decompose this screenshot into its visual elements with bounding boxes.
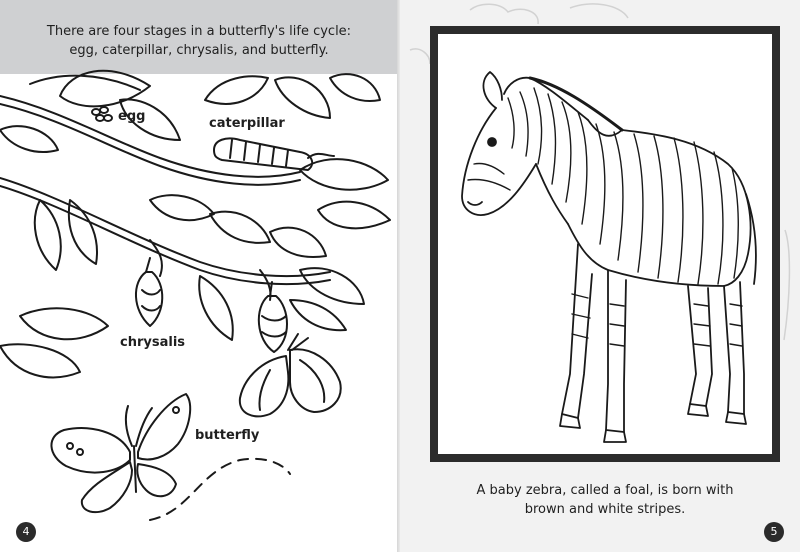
zebra-caption — [430, 481, 780, 519]
page-number-right: 5 — [764, 522, 784, 542]
leaf — [20, 308, 108, 339]
label-butterfly: butterfly — [195, 428, 260, 443]
caption-line-2: brown and white stripes. — [524, 502, 686, 517]
leaf — [205, 76, 268, 104]
page-number-left: 4 — [16, 522, 36, 542]
left-page — [0, 0, 398, 552]
twig-top — [30, 76, 140, 90]
leaf — [69, 200, 97, 264]
intro-line-2: egg, caterpillar, chrysalis, and butterfly. — [69, 43, 329, 58]
leaf — [150, 195, 214, 220]
leaf — [0, 344, 80, 377]
leaf — [318, 202, 390, 229]
caption-line-1: A baby zebra, called a foal, is born with — [476, 483, 734, 498]
butterfly-life-cycle-illustration — [0, 0, 398, 552]
flight-path — [150, 459, 290, 520]
leaf — [300, 268, 364, 304]
intro-line-1: There are four stages in a butterfly's life cycle: — [46, 24, 352, 39]
chrysalis-drawing-1 — [136, 258, 162, 326]
leaf — [275, 77, 330, 118]
flying-butterfly-drawing — [51, 394, 190, 512]
egg-cluster — [92, 107, 112, 121]
caterpillar-drawing — [214, 138, 334, 170]
zebra-picture-area — [438, 34, 772, 454]
leaf — [270, 228, 326, 257]
emerging-butterfly-drawing — [240, 334, 341, 416]
zebra-foal-drawing — [438, 34, 772, 454]
branch-main — [0, 178, 330, 276]
leaf — [290, 300, 346, 330]
leaf — [35, 200, 61, 270]
chrysalis-drawing-2 — [259, 282, 287, 352]
label-egg: egg — [118, 109, 146, 124]
leaf — [210, 212, 270, 243]
label-chrysalis: chrysalis — [120, 335, 186, 350]
leaf — [330, 74, 380, 101]
leaf — [0, 126, 58, 152]
branch-main-lower-edge — [0, 186, 330, 284]
label-caterpillar: caterpillar — [209, 116, 285, 131]
leaf — [199, 276, 233, 340]
zebra-picture-frame — [430, 26, 780, 462]
leaf — [300, 159, 388, 190]
